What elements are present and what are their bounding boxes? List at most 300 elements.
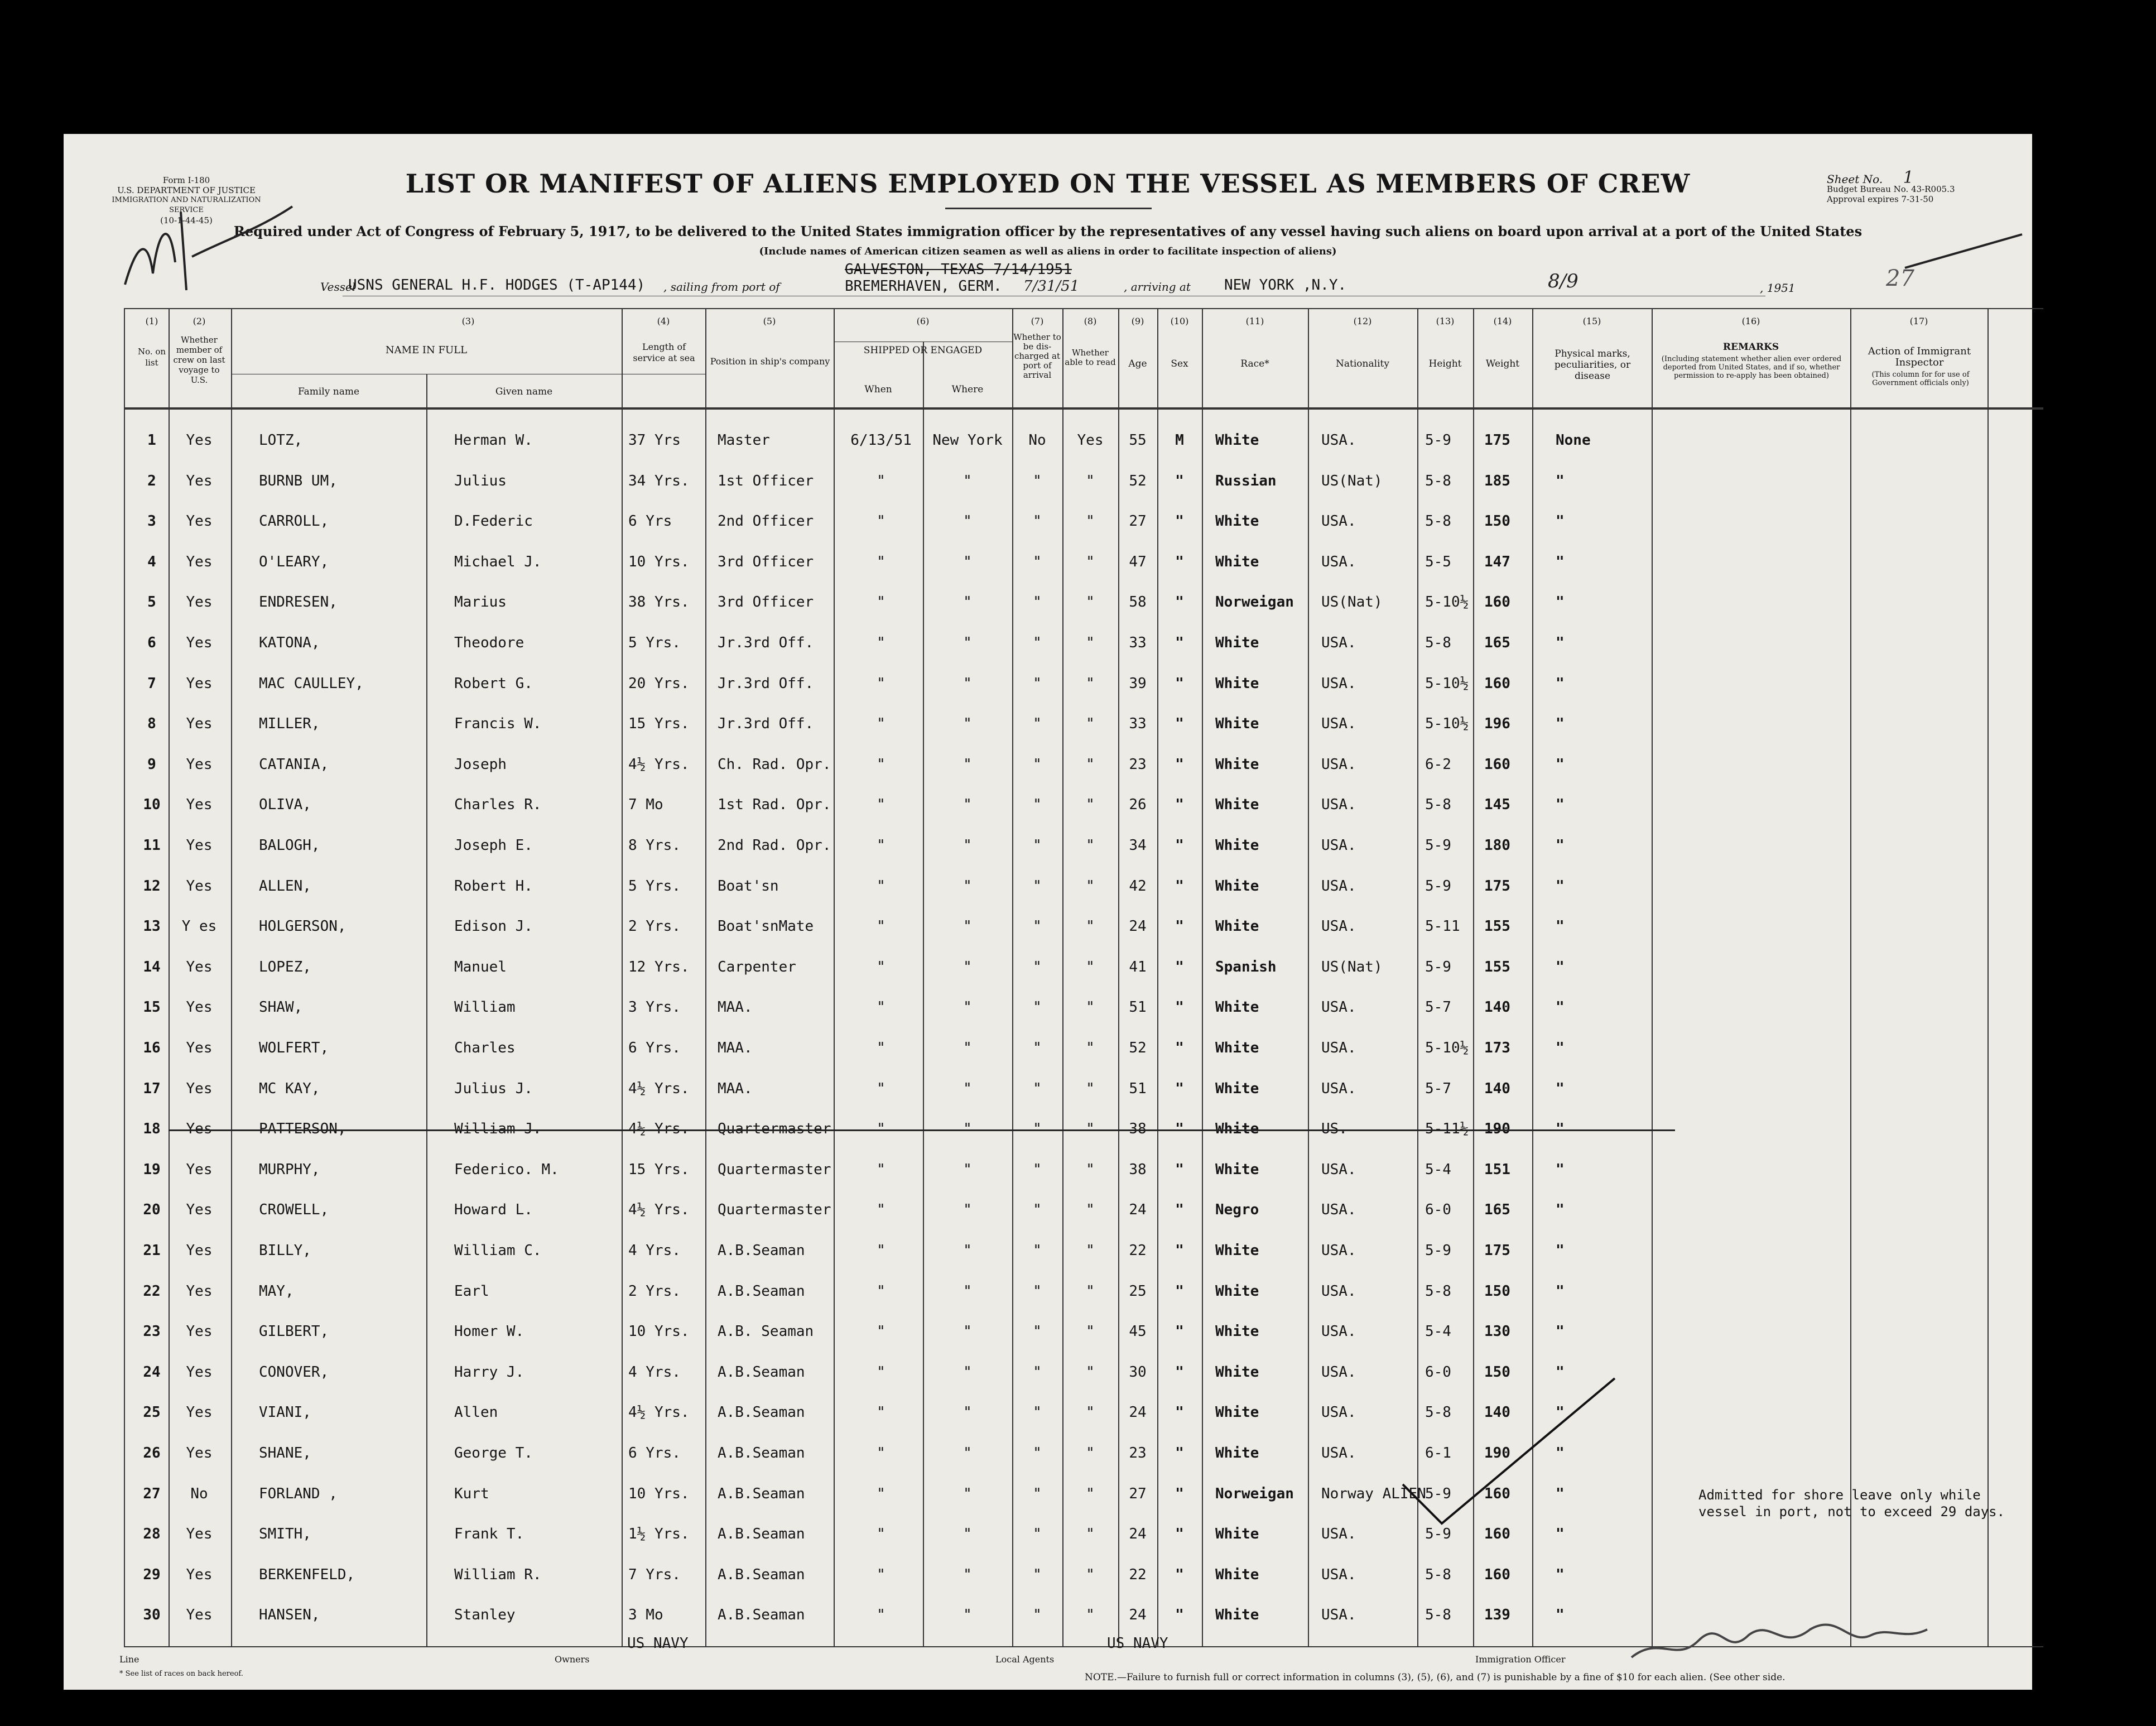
cell-phys: " [1556,1201,1565,1219]
cell-race: White [1215,1445,1259,1461]
cell-when: " [877,715,886,733]
cell-no: 22 [143,1282,161,1300]
cell-race: White [1215,1363,1259,1381]
remark-row-27: Admitted for shore leave only while vessel in port, not to exceed 29 days. [1698,1487,2005,1520]
cell-length: 5 Yrs. [628,877,681,895]
cell-nat: USA. [1321,1445,1356,1461]
cell-disch: " [1033,999,1042,1016]
cell-phys: " [1556,958,1565,975]
cell-race: White [1215,1566,1259,1583]
cell-phys: " [1556,1323,1565,1340]
cell-when: " [877,1201,886,1219]
cell-age: 38 [1129,1121,1147,1138]
cell-nat: USA. [1321,1242,1356,1259]
cell-disch: " [1033,594,1042,611]
head-shipped: SHIPPED OR ENGAGED [863,345,983,356]
cell-given: Joseph [454,756,507,773]
cell-nat: USA. [1321,1607,1356,1624]
cell-where: New York [932,432,1003,449]
cell-nat: USA. [1321,1566,1356,1583]
cell-disch: " [1033,837,1042,854]
cell-given: Marius [454,594,507,611]
cell-disch: " [1033,756,1042,773]
vessel-name: USNS GENERAL H.F. HODGES (T-AP144) [348,277,646,294]
cell-where: " [963,634,972,651]
cell-no: 5 [147,594,156,611]
cell-age: 55 [1129,432,1147,449]
cell-given: Edison J. [454,918,533,935]
cell-given: Robert G. [454,675,533,692]
margin-mark: 27 [1886,266,1914,291]
column-rule [231,308,232,1646]
column-rule [622,308,623,1646]
cell-read: " [1086,958,1095,975]
cell-member: Yes [186,1282,213,1300]
head-length: Length of service at sea [633,342,695,363]
cell-height: 5-9 [1425,1242,1451,1259]
cell-length: 6 Yrs. [628,1040,681,1056]
cell-disch: " [1033,1242,1042,1259]
cell-nat: USA. [1321,918,1356,935]
head-nationality: Nationality [1336,358,1389,369]
cell-position: 1st Officer [718,472,814,489]
cell-read: " [1086,1404,1095,1421]
col-num-8: (8) [1084,316,1097,326]
subtitle: Required under Act of Congress of February 5, 1917, to be delivered to the United States immigration officer by the representatives of any vessel having such aliens on board upon arrival at a port of the United States [233,223,1863,239]
cell-disch: " [1033,715,1042,733]
cell-given: Frank T. [454,1526,524,1543]
cell-member: Yes [186,1201,213,1219]
arrival-port: NEW YORK ,N.Y. [1224,277,1347,294]
cell-race: White [1215,1080,1259,1097]
cell-phys: " [1556,1363,1565,1381]
cell-sex: " [1175,1526,1184,1543]
cell-phys: " [1556,756,1565,773]
cell-no: 6 [147,634,156,651]
corner-mark [1899,229,2028,279]
vessel-label: Vessel [320,280,356,294]
cell-sex: " [1175,1080,1184,1097]
cell-read: " [1086,1485,1095,1502]
service: IMMIGRATION AND NATURALIZATION SERVICE [112,196,261,214]
cell-sex: " [1175,1363,1184,1381]
cell-read: " [1086,594,1095,611]
cell-height: 5-4 [1425,1323,1451,1340]
cell-where: " [963,1080,972,1097]
cell-when: " [877,1323,886,1340]
cell-phys: " [1556,513,1565,530]
title-rule [945,208,1152,209]
cell-member: Yes [186,472,213,489]
cell-position: A.B.Seaman [718,1485,805,1502]
cell-age: 27 [1129,1485,1147,1502]
cell-length: 4½ Yrs. [628,1201,690,1219]
cell-when: " [877,1040,886,1056]
cell-height: 5-4 [1425,1161,1451,1178]
cell-weight: 165 [1484,1201,1510,1219]
cell-member: Yes [186,1161,213,1178]
cell-height: 5-8 [1425,634,1451,651]
cell-age: 24 [1129,1526,1147,1543]
cell-where: " [963,1566,972,1583]
cell-weight: 147 [1484,553,1510,570]
cell-age: 33 [1129,634,1147,651]
cell-given: William J. [454,1121,542,1138]
cell-nat: USA. [1321,796,1356,814]
head-where: Where [951,384,984,395]
cell-weight: 175 [1484,877,1510,895]
cell-family: OLIVA, [259,796,311,814]
cell-when: " [877,634,886,651]
cell-race: White [1215,796,1259,814]
cell-sex: " [1175,796,1184,814]
cell-read: " [1086,1121,1095,1138]
cell-length: 4½ Yrs. [628,756,690,773]
cell-family: MAC CAULLEY, [259,675,364,692]
footer-races-note: * See list of races on back hereof. [119,1670,243,1678]
cell-family: SHAW, [259,999,303,1016]
cell-phys: " [1556,1242,1565,1259]
cell-weight: 150 [1484,1363,1510,1381]
cell-nat: USA. [1321,756,1356,773]
head-member: Whether member of crew on last voyage to U.S. [173,335,225,385]
col-num-10: (10) [1170,316,1189,326]
cell-age: 51 [1129,1080,1147,1097]
cell-sex: " [1175,472,1184,489]
cell-family: LOPEZ, [259,958,311,975]
cell-given: Homer W. [454,1323,524,1340]
head-discharged: Whether to be dis-charged at port of arrival [1013,332,1061,380]
cell-where: " [963,796,972,814]
cell-age: 24 [1129,918,1147,935]
cell-disch: " [1033,1201,1042,1219]
cell-height: 5-8 [1425,1566,1451,1583]
column-rule [124,308,125,1646]
department: U.S. DEPARTMENT OF JUSTICE [117,185,256,195]
cell-no: 12 [143,877,161,895]
cell-member: Yes [186,877,213,895]
cell-family: CATANIA, [259,756,329,773]
col-num-6: (6) [916,316,930,326]
cell-weight: 185 [1484,472,1510,489]
cell-sex: " [1175,756,1184,773]
cell-race: Norweigan [1215,1485,1294,1502]
col-num-3: (3) [461,316,475,326]
cell-length: 12 Yrs. [628,958,690,975]
column-rule [1202,308,1203,1646]
cell-position: MAA. [718,999,753,1016]
cell-sex: " [1175,675,1184,692]
cell-position: 1st Rad. Opr. [718,796,831,814]
cell-height: 6-0 [1425,1201,1451,1219]
cell-given: Charles R. [454,796,542,814]
cell-member: Y es [181,918,217,935]
cell-phys: " [1556,675,1565,692]
cell-nat: USA. [1321,1201,1356,1219]
cell-nat: USA. [1321,432,1356,449]
cell-sex: " [1175,877,1184,895]
cell-weight: 190 [1484,1445,1510,1461]
cell-weight: 150 [1484,1282,1510,1300]
cell-length: 3 Yrs. [628,999,681,1016]
cell-when: " [877,796,886,814]
cell-height: 5-9 [1425,837,1451,854]
column-rule [426,374,427,1646]
cell-when: " [877,756,886,773]
cell-sex: " [1175,1566,1184,1583]
cell-length: 3 Mo [628,1607,663,1624]
col-num-7: (7) [1031,316,1044,326]
cell-disch: " [1033,1445,1042,1461]
cell-disch: " [1033,1526,1042,1543]
cell-length: 37 Yrs [628,432,681,449]
cell-position: 3rd Officer [718,553,814,570]
cell-race: White [1215,1404,1259,1421]
cell-when: " [877,675,886,692]
head-remarks: REMARKS [1722,342,1779,353]
cell-height: 5-8 [1425,472,1451,489]
cell-height: 5-9 [1425,432,1451,449]
cell-weight: 155 [1484,958,1510,975]
cell-position: Master [718,432,770,449]
cell-height: 6-2 [1425,756,1451,773]
cell-nat: USA. [1321,513,1356,530]
cell-no: 26 [143,1445,161,1461]
cell-where: " [963,999,972,1016]
cell-given: Julius J. [454,1080,533,1097]
cell-length: 34 Yrs. [628,472,690,489]
cell-family: FORLAND , [259,1485,338,1502]
head-weight: Weight [1485,358,1520,369]
cell-member: Yes [186,432,213,449]
cell-given: Kurt [454,1485,489,1502]
cell-disch: " [1033,796,1042,814]
cell-no: 30 [143,1607,161,1624]
cell-age: 22 [1129,1566,1147,1583]
cell-given: Michael J. [454,553,542,570]
cell-nat: USA. [1321,634,1356,651]
cell-where: " [963,1445,972,1461]
arriving-label: , arriving at [1124,280,1191,294]
cell-weight: 160 [1484,675,1510,692]
cell-member: Yes [186,675,213,692]
cell-member: Yes [186,513,213,530]
cell-disch: " [1033,1282,1042,1300]
cell-weight: 175 [1484,1242,1510,1259]
cell-position: Carpenter [718,958,796,975]
head-given-name: Given name [495,386,553,397]
cell-given: Harry J. [454,1363,524,1381]
cell-disch: " [1033,1161,1042,1178]
cell-no: 2 [147,472,156,489]
cell-read: " [1086,472,1095,489]
cell-where: " [963,1161,972,1178]
cell-disch: " [1033,553,1042,570]
cell-family: MURPHY, [259,1161,320,1178]
cell-no: 17 [143,1080,161,1097]
cell-where: " [963,1404,972,1421]
col-num-2: (2) [192,316,206,326]
cell-when: " [877,1607,886,1624]
cell-nat: USA. [1321,1282,1356,1300]
cell-no: 19 [143,1161,161,1178]
cell-sex: " [1175,837,1184,854]
cell-race: White [1215,1526,1259,1543]
cell-weight: 155 [1484,918,1510,935]
cell-phys: " [1556,1404,1565,1421]
cell-where: " [963,1323,972,1340]
cell-nat: USA. [1321,837,1356,854]
cell-height: 5-9 [1425,1526,1451,1543]
cell-family: KATONA, [259,634,320,651]
cell-position: Jr.3rd Off. [718,634,814,651]
cell-sex: " [1175,1607,1184,1624]
cell-read: " [1086,1566,1095,1583]
cell-race: White [1215,634,1259,651]
cell-phys: " [1556,837,1565,854]
cell-given: Theodore [454,634,524,651]
cell-given: Herman W. [454,432,533,449]
cell-height: 5-7 [1425,1080,1451,1097]
cell-read: Yes [1077,432,1104,449]
cell-disch: " [1033,1080,1042,1097]
cell-when: " [877,553,886,570]
cell-sex: " [1175,1201,1184,1219]
cell-where: " [963,1363,972,1381]
footer-officer-label: Immigration Officer [1475,1654,1566,1665]
cell-length: 4 Yrs. [628,1242,681,1259]
cell-given: Federico. M. [454,1161,559,1178]
cell-phys: " [1556,1445,1565,1461]
cell-age: 22 [1129,1242,1147,1259]
cell-read: " [1086,877,1095,895]
cell-disch: " [1033,513,1042,530]
cell-length: 7 Yrs. [628,1566,681,1583]
head-name-full: NAME IN FULL [385,344,468,356]
cell-race: White [1215,513,1259,530]
cell-weight: 130 [1484,1323,1510,1340]
cell-nat: USA. [1321,1040,1356,1056]
column-rule [1308,308,1309,1646]
cell-no: 20 [143,1201,161,1219]
cell-sex: " [1175,1161,1184,1178]
cell-disch: " [1033,1607,1042,1624]
cell-age: 52 [1129,472,1147,489]
page-title: LIST OR MANIFEST OF ALIENS EMPLOYED ON THE VESSEL AS MEMBERS OF CREW [405,169,1691,199]
cell-phys: " [1556,715,1565,733]
cell-height: 5-5 [1425,553,1451,570]
arrival-date: 8/9 [1548,270,1578,292]
cell-when: " [877,1282,886,1300]
cell-no: 29 [143,1566,161,1583]
cell-weight: 196 [1484,715,1510,733]
cell-sex: " [1175,1445,1184,1461]
cell-when: " [877,877,886,895]
cell-nat: USA. [1321,1363,1356,1381]
cell-when: " [877,1242,886,1259]
cell-member: Yes [186,1526,213,1543]
cell-age: 58 [1129,594,1147,611]
cell-where: " [963,877,972,895]
cell-given: Manuel [454,958,507,975]
cell-position: A.B.Seaman [718,1404,805,1421]
cell-weight: 145 [1484,796,1510,814]
cell-position: Jr.3rd Off. [718,715,814,733]
cell-race: White [1215,553,1259,570]
cell-where: " [963,1485,972,1502]
footer-note: NOTE.—Failure to furnish full or correct information in columns (3), (5), (6), and (7) is punishable by a fine of $10 for each alien. (See other side. [1085,1672,1786,1683]
cell-race: White [1215,1040,1259,1056]
cell-read: " [1086,999,1095,1016]
cell-given: William R. [454,1566,542,1583]
cell-no: 16 [143,1040,161,1056]
cell-family: HOLGERSON, [259,918,346,935]
cell-phys: " [1556,1282,1565,1300]
column-rule [705,308,706,1646]
cell-disch: " [1033,1404,1042,1421]
cell-phys: " [1556,1607,1565,1624]
col-num-14: (14) [1493,316,1512,326]
cell-age: 27 [1129,513,1147,530]
cell-weight: 140 [1484,1080,1510,1097]
head-read: Whether able to read [1065,348,1116,367]
cell-phys: " [1556,1485,1565,1502]
cell-position: A.B.Seaman [718,1282,805,1300]
cell-position: MAA. [718,1040,753,1056]
cell-height: 6-0 [1425,1363,1451,1381]
cell-phys: " [1556,553,1565,570]
cell-where: " [963,958,972,975]
port-struck: GALVESTON, TEXAS 7/14/1951 [845,261,1072,278]
cell-phys: " [1556,877,1565,895]
cell-read: " [1086,1363,1095,1381]
column-rule [923,342,924,1646]
cell-nat: USA. [1321,1080,1356,1097]
sheet-number: 1 [1903,168,1914,187]
cell-position: Quartermaster [718,1121,831,1138]
cell-position: A.B.Seaman [718,1363,805,1381]
cell-when: " [877,1080,886,1097]
col-num-17: (17) [1909,316,1928,326]
cell-race: Negro [1215,1201,1259,1219]
cell-read: " [1086,918,1095,935]
cell-read: " [1086,553,1095,570]
cell-where: " [963,553,972,570]
cell-disch: " [1033,634,1042,651]
cell-position: A.B.Seaman [718,1607,805,1624]
cell-member: Yes [186,796,213,814]
column-rule [1850,308,1851,1646]
cell-disch: " [1033,1363,1042,1381]
cell-disch: " [1033,1323,1042,1340]
cell-weight: 180 [1484,837,1510,854]
cell-position: A.B. Seaman [718,1323,814,1340]
cell-height: 5-9 [1425,877,1451,895]
cell-family: MILLER, [259,715,320,733]
cell-race: White [1215,1607,1259,1624]
cell-height: 5-8 [1425,1607,1451,1624]
cell-position: Ch. Rad. Opr. [718,756,831,773]
cell-phys: " [1556,634,1565,651]
cell-where: " [963,1201,972,1219]
cell-family: HANSEN, [259,1607,320,1624]
col-num-4: (4) [657,316,670,326]
cell-member: Yes [186,1363,213,1381]
cell-sex: " [1175,715,1184,733]
cell-member: Yes [186,958,213,975]
cell-length: 4½ Yrs. [628,1404,690,1421]
cell-read: " [1086,1242,1095,1259]
